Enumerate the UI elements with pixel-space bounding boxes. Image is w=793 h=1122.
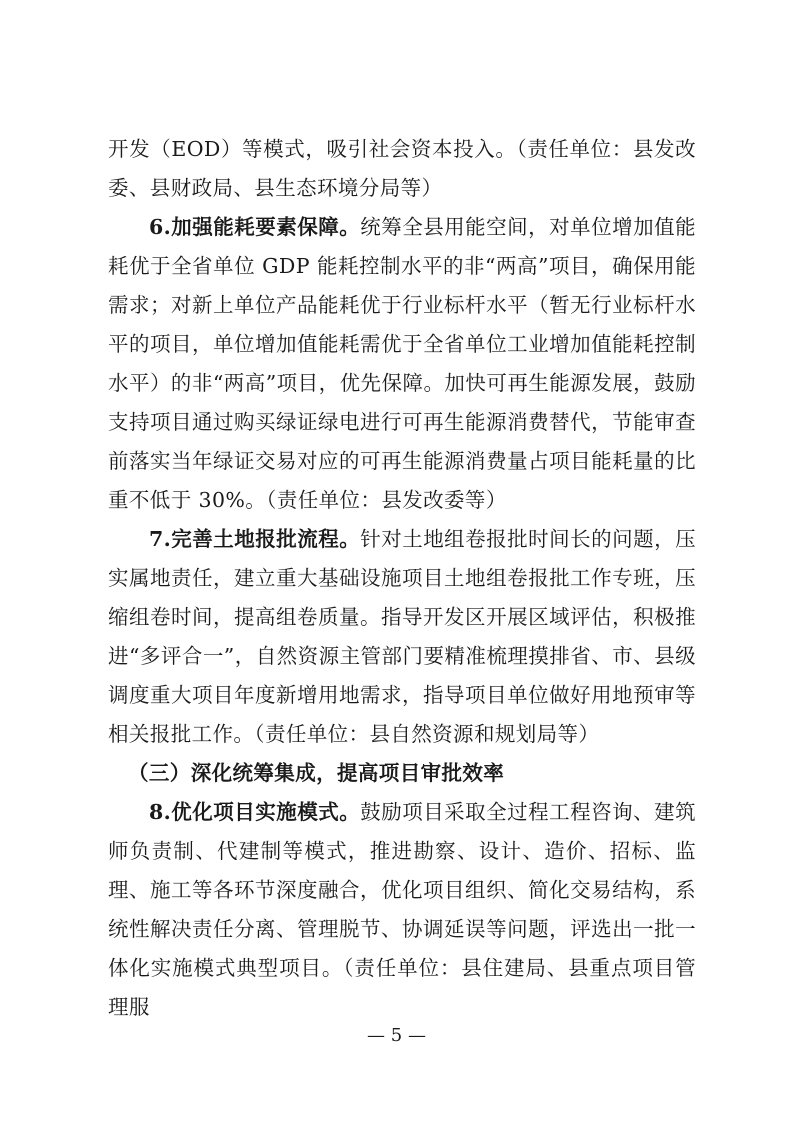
paragraph-text: 针对土地组卷报批时间长的问题，压实属地责任，建立重大基础设施项目土地组卷报批工作专班，压缩组卷时间，提高组卷质量。指导开发区开展区域评估，积极推进“多评合一”，自然资源主管部门要精准梳理摸排省、市、县级调度重大项目年度新增用地需求，指导项目单位做好用地预审等相关报批工作。（责任单位：县自然资源和规划局等）	[108, 527, 696, 746]
item-heading: 6.加强能耗要素保障。	[149, 215, 361, 239]
paragraph-item-7	[108, 520, 696, 754]
paragraph-text: 开发（EOD）等模式，吸引社会资本投入。（责任单位：县发改委、县财政局、县生态环境分局等）	[108, 137, 696, 200]
item-heading: 7.完善土地报批流程。	[149, 527, 361, 551]
document-body	[108, 130, 696, 1027]
page-number: — 5 —	[367, 1025, 426, 1046]
item-heading: 8.优化项目实施模式。	[149, 800, 361, 824]
paragraph-item-8	[108, 793, 696, 1027]
paragraph-text: 统筹全县用能空间，对单位增加值能耗优于全省单位 GDP 能耗控制水平的非“两高”项目，确保用能需求；对新上单位产品能耗优于行业标杆水平（暂无行业标杆水平的项目，单位增加值能耗需优于全省单位工业增加值能耗控制水平）的非“两高”项目，优先保障。加快可再生能源发展，鼓励支持项目通过购买绿证绿电进行可再生能源消费替代，节能审查前落实当年绿证交易对应的可再生能源消费量占项目能耗量的比重不低于 30%。（责任单位：县发改委等）	[108, 215, 696, 512]
paragraph-continued	[108, 130, 696, 208]
section-heading: （三）深化统筹集成，提高项目审批效率	[128, 761, 505, 785]
paragraph-item-6	[108, 208, 696, 520]
paragraph-text: 鼓励项目采取全过程工程咨询、建筑师负责制、代建制等模式，推进勘察、设计、造价、招标、监理、施工等各环节深度融合，优化项目组织、简化交易结构，系统性解决责任分离、管理脱节、协调延误等问题，评选出一批一体化实施模式典型项目。（责任单位：县住建局、县重点项目管理服	[108, 800, 696, 1019]
